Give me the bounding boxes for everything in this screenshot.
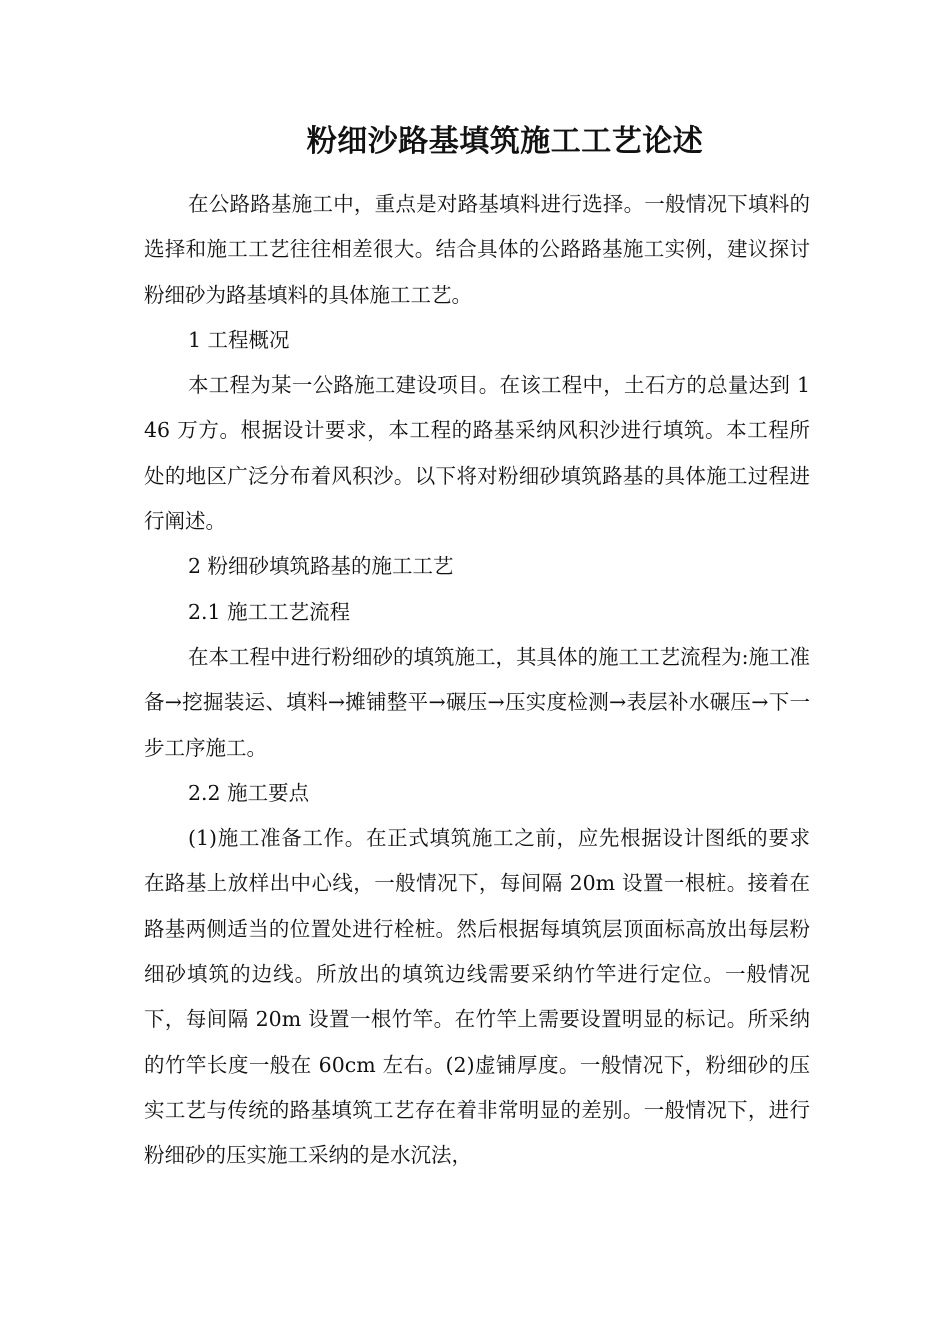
heading-process-flow: 2.1 施工工艺流程 <box>188 599 351 624</box>
document-title: 粉细沙路基填筑施工工艺论述 <box>306 124 704 159</box>
paragraph-key-points: (1)施工准备工作。在正式填筑施工之前，应先根据设计图纸的要求在路基上放样出中心线，一般情况下，每间隔 20m 设置一根桩。接着在路基两侧适当的位置处进行栓桩。然后根据每填筑层顶面标高放出每层粉细砂填筑的边线。所放出的填筑边线需要采纳竹竿进行定位。一般情况下，每间隔 20m 设置一根竹竿。在竹竿上需要设置明显的标记。所采纳的竹竿长度一般在 60cm 左右。(2)虚铺厚度。一般情况下，粉细砂的压实工艺与传统的路基填筑工艺存在着非常明显的差别。一般情况下，进行粉细砂的压实施工采纳的是水沉法， <box>144 826 810 1168</box>
heading-project-overview: 1 工程概况 <box>188 327 290 352</box>
heading-construction-process: 2 粉细砂填筑路基的施工工艺 <box>188 554 454 579</box>
paragraph-process-flow: 在本工程中进行粉细砂的填筑施工，其具体的施工工艺流程为:施工准备→挖掘装运、填料→摊铺整平→碾压→压实度检测→表层补水碾压→下一步工序施工。 <box>144 644 810 760</box>
heading-key-points: 2.2 施工要点 <box>188 780 310 805</box>
paragraph-intro: 在公路路基施工中，重点是对路基填料进行选择。一般情况下填料的选择和施工工艺往往相差很大。结合具体的公路路基施工实例，建议探讨粉细砂为路基填料的具体施工工艺。 <box>144 192 810 307</box>
document-body <box>144 182 810 1179</box>
paragraph-project-overview: 本工程为某一公路施工建设项目。在该工程中，土石方的总量达到 146 万方。根据设计要求，本工程的路基采纳风积沙进行填筑。本工程所处的地区广泛分布着风积沙。以下将对粉细砂填筑路基的具体施工过程进行阐述。 <box>144 373 810 534</box>
